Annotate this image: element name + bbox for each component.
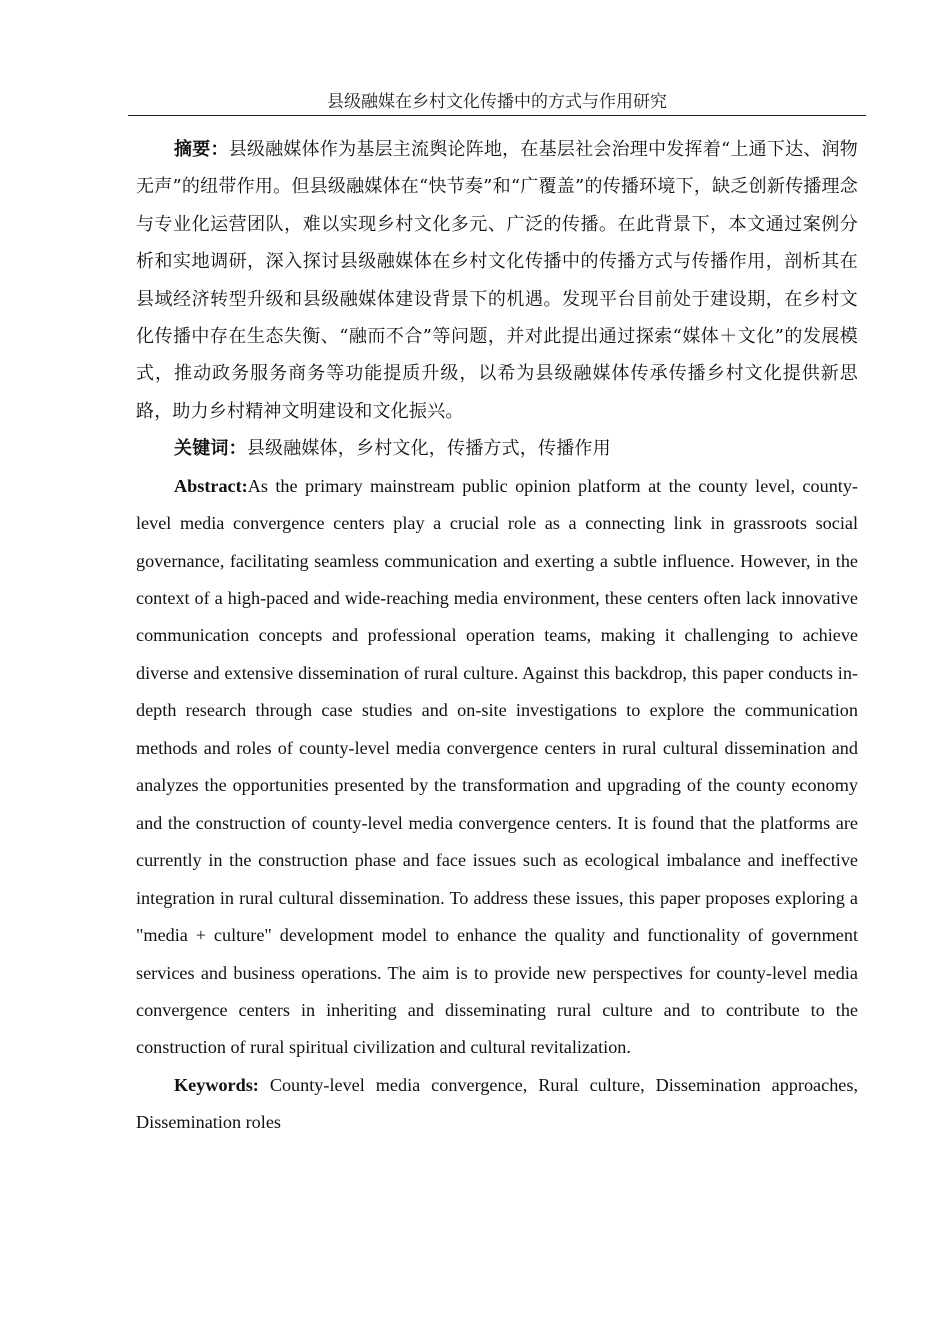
english-keywords [136,1067,858,1142]
english-abstract-text: As the primary mainstream public opinion platform at the county level, county-level media convergence centers play a crucial role as a connecting link in grassroots social governance, facilitating seamless communication and exerting a subtle influence. However, in the context of a high-paced and wide-reaching media environment, these centers often lack innovative communication concepts and professional operation teams, making it challenging to achieve diverse and extensive dissemination of rural culture. Against this backdrop, this paper conducts in-depth research through case studies and on-site investigations to explore the communication methods and roles of county-level media convergence centers in rural cultural dissemination and analyzes the opportunities presented by the transformation and upgrading of the county economy and the construction of county-level media convergence centers. It is found that the platforms are currently in the construction phase and face issues such as ecological imbalance and ineffective integration in rural cultural dissemination. To address these issues, this paper proposes exploring a "media + culture" development model to enhance the quality and functionality of government services and business operations. The aim is to provide new perspectives for county-level media convergence centers in inheriting and disseminating rural culture and to contribute to the construction of rural spiritual civilization and cultural revitalization. [136,475,858,1058]
chinese-keywords-text: 县级融媒体，乡村文化，传播方式，传播作用 [246,438,611,460]
english-keywords-text: County-level media convergence, Rural culture, Dissemination approaches, Dissemination roles [136,1074,858,1133]
chinese-abstract-text: 县级融媒体作为基层主流舆论阵地，在基层社会治理中发挥着“上通下达、润物无声”的纽带作用。但县级融媒体在“快节奏”和“广覆盖”的传播环境下，缺乏创新传播理念与专业化运营团队，难以实现乡村文化多元、广泛的传播。在此背景下，本文通过案例分析和实地调研，深入探讨县级融媒体在乡村文化传播中的传播方式与传播作用，剖析其在县域经济转型升级和县级融媒体建设背景下的机遇。发现平台目前处于建设期，在乡村文化传播中存在生态失衡、“融而不合”等问题，并对此提出通过探索“媒体＋文化”的发展模式，推动政务服务商务等功能提质升级，以希为县级融媒体传承传播乡村文化提供新思路，助力乡村精神文明建设和文化振兴。 [136,139,858,422]
english-abstract [136,468,858,1067]
chinese-keywords-label: 关键词： [174,438,247,460]
abstract-page-body [136,131,858,1142]
chinese-abstract-label: 摘要： [174,139,229,160]
running-title: 县级融媒在乡村文化传播中的方式与作用研究 [327,92,667,112]
english-abstract-label: Abstract: [174,475,248,496]
chinese-abstract [136,131,858,430]
english-keywords-label: Keywords: [174,1074,259,1095]
running-header [128,90,866,116]
chinese-keywords [136,430,858,467]
